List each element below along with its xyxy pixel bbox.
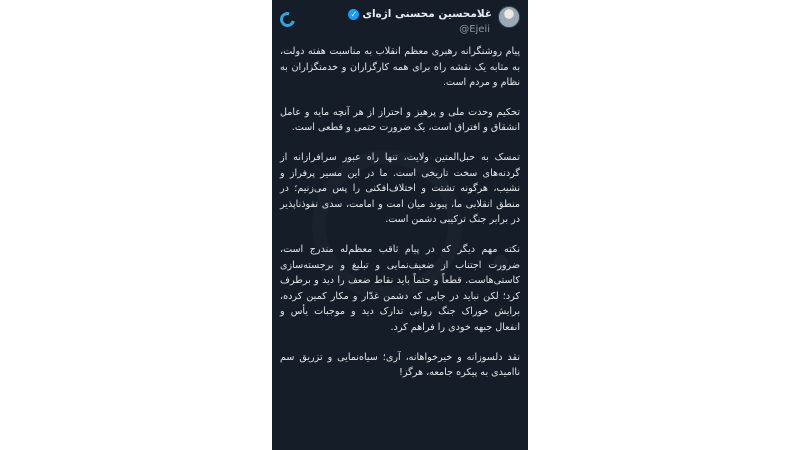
tweet-paragraph: نکته مهم دیگر که در پیام ثاقب معظم‌له مندرج است، ضرورت اجتناب از ضعیف‌نمایی و تبلیغ و برجسته‌سازی کاستی‌هاست. قطعاً و حتماً باید نقاط ضعف را دید و برطرف کرد؛ لکن نباید در جایی که دشمن غدّار و مکار کمین کرده، برایش خوراک جنگ روانی تدارک دید و موجبات یأس و انفعال جبهه خودی را فراهم کرد. — [280, 243, 520, 333]
author-display-name[interactable]: غلامحسین محسنی اژه‌ای — [362, 8, 492, 20]
author-name-row[interactable] — [348, 8, 492, 20]
tweet-paragraph: تمسک به حبل‌المتین ولایت، تنها راه عبور سرافرازانه از گردنه‌های سخت تاریخی است. ما در این مسیر پرفراز و نشیب، هرگونه تشتت و اختلاف‌افکنی را پس می‌زنیم؛ در منطق انقلابی ما، پیوند میان امت و امامت، سدی نفوذناپذیر در برابر جنگ ترکیبی دشمن است. — [280, 151, 520, 226]
tweet-header — [272, 4, 528, 42]
author-handle[interactable]: @Ejeii — [459, 24, 490, 35]
tweet-paragraph: پیام روشنگرانه رهبری معظم انقلاب به مناسبت هفته دولت، به مثابه یک نقشه راه برای همه کارگزاران و خدمتگزاران به نظام و مردم است. — [280, 46, 520, 89]
app-logo-icon — [277, 9, 297, 29]
avatar[interactable] — [498, 6, 520, 28]
tweet-paragraph: تحکیم وحدت ملی و پرهیز و احتراز از هر آنچه مایه و عامل انشقاق و افتراق است، یک ضرورت حتمی و قطعی است. — [280, 106, 520, 134]
tweet-body — [280, 44, 520, 395]
verified-badge-icon: ✓ — [348, 9, 359, 20]
tweet-paragraph: نقد دلسوزانه و خیرخواهانه، آری؛ سیاه‌نمایی و تزریق سم ناامیدی به پیکره جامعه، هرگز! — [280, 351, 520, 379]
tweet-card — [272, 0, 528, 450]
